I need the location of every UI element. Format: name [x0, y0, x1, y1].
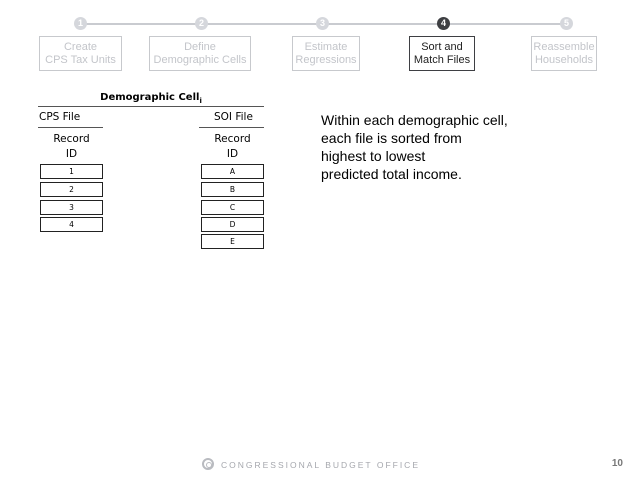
- step-2-label-line1: Define: [184, 40, 216, 53]
- step-5-number[interactable]: 5: [560, 17, 573, 30]
- cbo-logo-icon: [202, 458, 214, 470]
- step-4-sort-and-match-files[interactable]: [409, 36, 475, 71]
- cps-record-1: 1: [40, 164, 103, 179]
- cps-record-3: 3: [40, 200, 103, 215]
- cps-record-4: 4: [40, 217, 103, 232]
- cps-file-header: CPS File: [39, 111, 81, 123]
- cps-header-rule: [38, 127, 103, 128]
- soi-record-d: D: [201, 217, 264, 232]
- soi-record-id-header: [201, 132, 264, 162]
- note-line-2: each file is sorted from: [321, 130, 462, 146]
- step-1-label-line2: CPS Tax Units: [45, 53, 116, 66]
- step-4-label-line1: Sort and: [421, 40, 463, 53]
- sort-explanation-note: [321, 111, 551, 183]
- soi-file-header: SOI File: [214, 111, 253, 123]
- step-3-label-line1: Estimate: [304, 40, 348, 53]
- cell-title-subscript: i: [199, 97, 202, 105]
- step-4-number[interactable]: 4: [437, 17, 450, 30]
- note-line-1: Within each demographic cell,: [321, 112, 508, 128]
- demographic-cell-title: [38, 92, 264, 105]
- soi-record-e: E: [201, 234, 264, 249]
- step-2-define-demographic-cells[interactable]: [149, 36, 251, 71]
- footer-organization: CONGRESSIONAL BUDGET OFFICE: [221, 460, 420, 470]
- step-3-estimate-regressions[interactable]: [292, 36, 360, 71]
- note-line-3: highest to lowest: [321, 148, 426, 164]
- soi-record-c: C: [201, 200, 264, 215]
- cps-record-line1: Record: [53, 133, 90, 145]
- step-5-label-line2: Households: [534, 53, 594, 66]
- step-1-create-cps-tax-units[interactable]: [39, 36, 122, 71]
- cell-title-text: Demographic Cell: [100, 92, 200, 103]
- step-2-label-line2: Demographic Cells: [153, 53, 247, 66]
- step-3-number[interactable]: 3: [316, 17, 329, 30]
- soi-record-b: B: [201, 182, 264, 197]
- cps-record-id-header: [40, 132, 103, 162]
- step-2-number[interactable]: 2: [195, 17, 208, 30]
- note-line-4: predicted total income.: [321, 166, 462, 182]
- cell-title-rule: [38, 106, 264, 107]
- soi-header-rule: [199, 127, 264, 128]
- step-3-label-line2: Regressions: [295, 53, 357, 66]
- cps-record-line2: ID: [65, 148, 78, 160]
- cps-record-2: 2: [40, 182, 103, 197]
- soi-record-a: A: [201, 164, 264, 179]
- step-1-number[interactable]: 1: [74, 17, 87, 30]
- soi-record-line2: ID: [226, 148, 239, 160]
- step-4-label-line2: Match Files: [413, 53, 471, 66]
- step-5-reassemble-households[interactable]: [531, 36, 597, 71]
- step-1-label-line1: Create: [63, 40, 98, 53]
- soi-record-line1: Record: [214, 133, 251, 145]
- step-5-label-line1: Reassemble: [533, 40, 595, 53]
- page-number: 10: [611, 458, 623, 469]
